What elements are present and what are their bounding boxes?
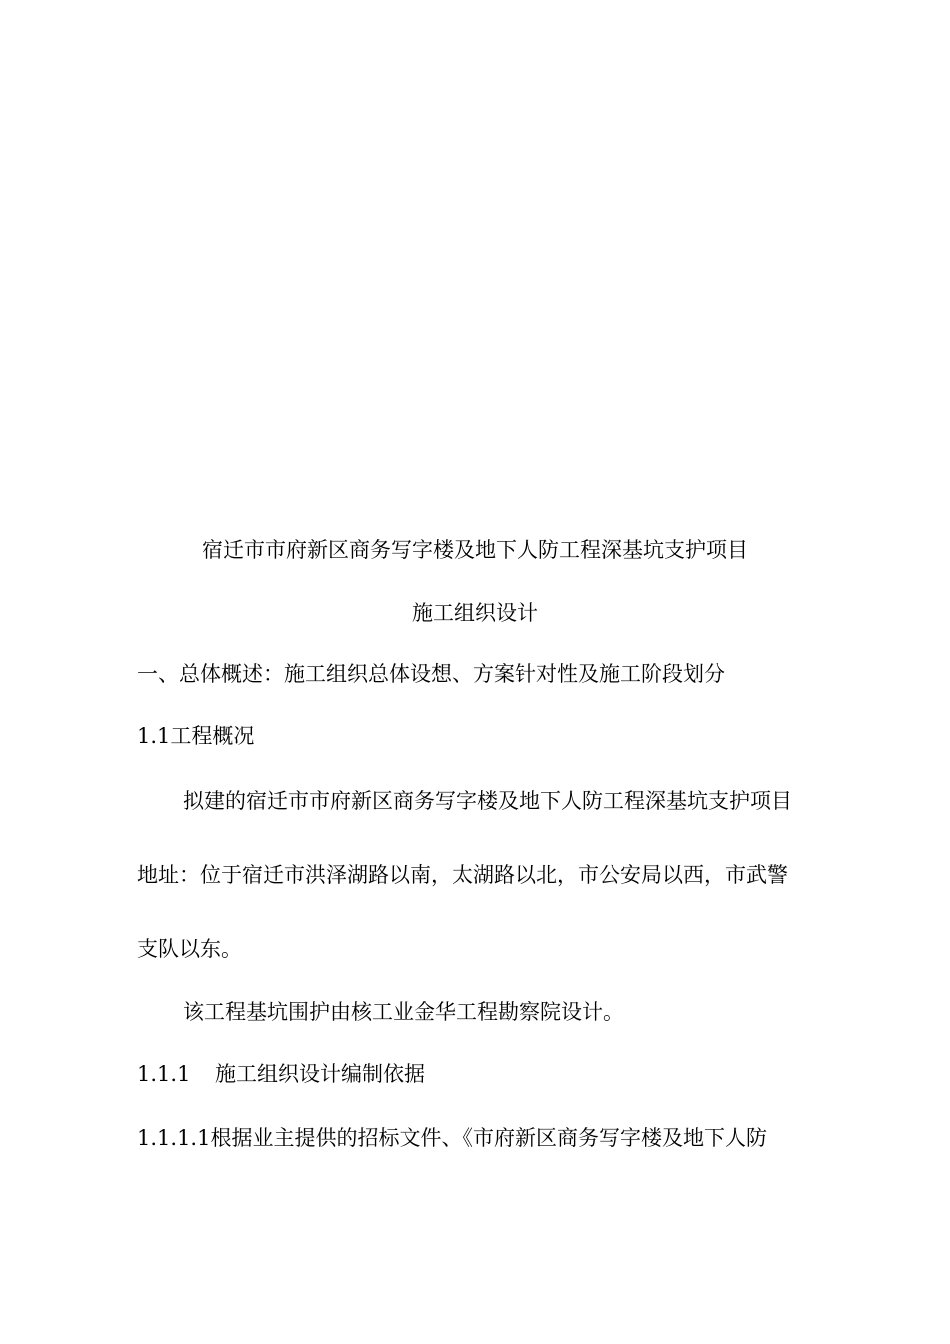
paragraph-1-line-2: 地址：位于宿迁市洪泽湖路以南，太湖路以北，市公安局以西，市武警 [137, 863, 788, 887]
section-1-1-1-heading [137, 1064, 425, 1085]
section-number: 1.1.1 [137, 1062, 191, 1086]
section-1-1-heading: 1.1工程概况 [137, 724, 255, 748]
section-1-heading: 一、总体概述：施工组织总体设想、方案针对性及施工阶段划分 [137, 662, 725, 686]
document-title: 宿迁市市府新区商务写字楼及地下人防工程深基坑支护项目 [202, 538, 748, 562]
paragraph-1-line-3: 支队以东。 [137, 937, 242, 961]
document-subtitle: 施工组织设计 [412, 601, 538, 625]
section-title: 施工组织设计编制依据 [215, 1062, 425, 1086]
paragraph-1-line-1: 拟建的宿迁市市府新区商务写字楼及地下人防工程深基坑支护项目 [183, 789, 792, 813]
paragraph-2: 该工程基坑围护由核工业金华工程勘察院设计。 [183, 1000, 624, 1024]
paragraph-3: 1.1.1.1根据业主提供的招标文件、《市府新区商务写字楼及地下人防 [137, 1126, 767, 1150]
